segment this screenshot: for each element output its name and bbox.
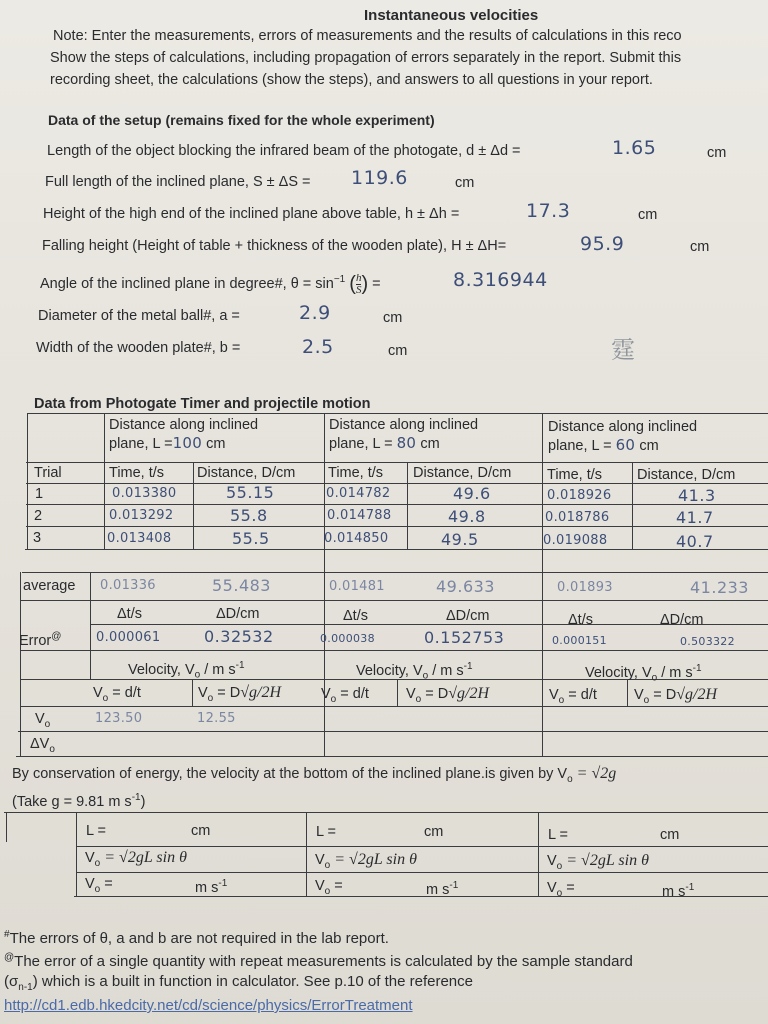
trial-number: 2: [34, 508, 43, 524]
formula-d-over-t: [93, 684, 141, 708]
conservation-text: By conservation of energy, the velocity at the bottom of the inclined plane.is given by V: [12, 766, 568, 782]
group-header-line: [109, 435, 258, 454]
bottom-formula: [85, 849, 187, 873]
bottom-l-unit: cm: [191, 823, 211, 839]
angle-label-sup: −1: [333, 274, 346, 285]
trial-1-time-g1: 0.013380: [112, 486, 177, 501]
delta-d-header: ΔD/cm: [216, 606, 260, 622]
velocity-unit: / m s: [657, 664, 693, 681]
bottom-v-sub: o: [556, 887, 563, 899]
error-label-sup: @: [51, 631, 62, 642]
vo-label-text: V: [35, 711, 45, 727]
average-dist-g1: 55.483: [212, 576, 271, 595]
trial-2-time-g3: 0.018786: [545, 510, 610, 525]
bottom-l-unit: cm: [660, 827, 680, 843]
reference-link[interactable]: http://cd1.edb.hkedcity.net/cd/science/physics/ErrorTreatment: [4, 997, 413, 1014]
group-2-L-value: 80: [396, 434, 417, 452]
table-rule: [407, 462, 408, 550]
conservation-sup: -1: [131, 792, 141, 803]
trial-header: Trial: [34, 465, 62, 481]
bottom-formula-v: V: [547, 853, 557, 869]
bottom-v-unit-sup: -1: [685, 882, 695, 893]
ball-diameter-value: 2.9: [299, 302, 331, 324]
note-line-2: Show the steps of calculations, including propagation of errors separately in the report. Submit this: [50, 50, 682, 66]
setup-heading: Data of the setup (remains fixed for the whole experiment): [48, 112, 435, 128]
bottom-v-unit-sup: -1: [218, 878, 228, 889]
group-1-header: [109, 416, 258, 454]
bottom-l-label: L =: [316, 824, 337, 840]
bottom-formula-v: V: [315, 852, 325, 868]
table-rule: [6, 812, 7, 842]
conservation-formula: = √2g: [572, 765, 617, 782]
table-rule: [16, 756, 768, 757]
formula-v: V: [321, 686, 331, 702]
falling-height-label: Falling height (Height of table + thickness of the wooden plate), H ± ΔH=: [42, 238, 507, 254]
table-rule: [538, 812, 539, 896]
trial-3-dist-g1: 55.5: [232, 529, 270, 548]
table-rule: [20, 600, 768, 601]
dvo-label-text: ΔV: [30, 736, 50, 752]
footnote-at: [4, 949, 633, 971]
velocity-unit: / m s: [428, 662, 464, 679]
photogate-heading: Data from Photogate Timer and projectile motion: [34, 396, 371, 412]
velocity-header: [128, 657, 245, 685]
formula-sqrt: √g/2H: [676, 686, 718, 703]
formula-v: V: [406, 686, 416, 702]
falling-height-value: 95.9: [580, 233, 625, 255]
time-header: Time, t/s: [328, 465, 384, 481]
formula-projectile: [634, 686, 717, 710]
plane-length-unit: cm: [455, 175, 475, 191]
angle-value: 8.316944: [453, 269, 548, 291]
error-dist-g1: 0.32532: [204, 627, 274, 646]
formula-v: V: [634, 687, 644, 703]
bottom-v-label: [315, 877, 343, 901]
group-header-line: Distance along inclined: [548, 419, 698, 435]
vo-value-g1: 123.50: [95, 711, 143, 726]
plane-height-value: 17.3: [526, 200, 571, 222]
trial-1-time-g2: 0.014782: [326, 486, 391, 501]
table-rule: [193, 462, 194, 550]
footnote-hash-text: The errors of θ, a and b are not required in the lab report.: [9, 930, 389, 947]
error-time-g3: 0.000151: [552, 634, 607, 647]
table-rule: [18, 731, 768, 732]
formula-sqrt: √g/2H: [240, 684, 282, 701]
formula-d-over-t: [549, 686, 597, 710]
trial-2-dist-g3: 41.7: [676, 508, 714, 527]
object-length-label: Length of the object blocking the infrared beam of the photogate, d ± Δd =: [47, 143, 521, 159]
trial-3-time-g3: 0.019088: [543, 533, 608, 548]
trial-3-time-g2: 0.014850: [324, 531, 389, 546]
conservation-line-2: [12, 789, 145, 811]
bottom-v-eq: =: [330, 878, 343, 894]
formula-rest: = d/t: [336, 686, 369, 702]
table-rule: [542, 413, 543, 757]
formula-rest: = D: [421, 686, 449, 702]
trial-2-time-g1: 0.013292: [109, 508, 174, 523]
plate-width-label: Width of the wooden plate#, b =: [36, 340, 241, 356]
dvo-row-label: [30, 735, 55, 759]
table-rule: [90, 572, 91, 679]
plate-width-value: 2.5: [302, 336, 334, 358]
falling-height-unit: cm: [690, 239, 710, 255]
table-rule: [26, 504, 768, 505]
error-time-g2: 0.000038: [320, 632, 375, 645]
bottom-v-sub: o: [94, 883, 101, 895]
error-label-text: Error: [19, 632, 52, 649]
formula-sub: o: [207, 692, 214, 704]
conservation-end: ): [140, 793, 146, 810]
bottom-l-label: L =: [86, 823, 107, 839]
velocity-header: [356, 658, 473, 686]
group-header-line: Distance along inclined: [329, 417, 479, 433]
distance-header: Distance, D/cm: [197, 465, 296, 481]
conservation-line-1: [12, 765, 616, 789]
footnote-hash: [4, 926, 389, 948]
angle-label: [40, 271, 381, 296]
bottom-v-eq: =: [100, 876, 113, 892]
velocity-sup: -1: [235, 660, 245, 671]
error-dist-g2: 0.152753: [424, 628, 505, 647]
formula-rest: = d/t: [108, 685, 141, 701]
trial-2-dist-g1: 55.8: [230, 506, 268, 525]
bottom-formula-rest: = √2gL sin θ: [562, 852, 649, 869]
bottom-v-eq: =: [562, 880, 575, 896]
velocity-sup: -1: [463, 661, 473, 672]
conservation-sub: o: [567, 773, 573, 785]
formula-projectile: [198, 684, 281, 708]
stamp-mark: 霆: [611, 336, 635, 364]
bottom-formula-rest: = √2gL sin θ: [100, 849, 187, 866]
bottom-v-unit: [426, 877, 458, 899]
formula-v: V: [198, 685, 208, 701]
note-line-3: recording sheet, the calculations (show the steps), and answers to all questions in your report.: [50, 72, 653, 88]
trial-3-time-g1: 0.013408: [107, 531, 172, 546]
table-rule: [20, 572, 21, 757]
table-rule: [76, 812, 77, 896]
object-length-unit: cm: [707, 145, 727, 161]
vo-row-label: [35, 710, 50, 734]
delta-t-header: Δt/s: [343, 608, 368, 624]
average-time-g3: 0.01893: [557, 580, 613, 595]
delta-d-header: ΔD/cm: [660, 612, 704, 628]
bottom-v-unit: [195, 875, 227, 897]
table-rule: [26, 462, 768, 463]
page-title: Instantaneous velocities: [364, 7, 539, 24]
trial-3-dist-g2: 49.5: [441, 530, 479, 549]
open-paren: (: [349, 272, 356, 295]
bottom-l-unit: cm: [424, 824, 444, 840]
bottom-formula-sub: o: [556, 860, 563, 872]
time-header: Time, t/s: [109, 465, 165, 481]
angle-equals: =: [372, 275, 381, 292]
table-rule: [22, 572, 768, 573]
delta-t-header: Δt/s: [568, 612, 593, 628]
angle-label-text: Angle of the inclined plane in degree#, θ = sin: [40, 275, 334, 292]
ball-diameter-unit: cm: [383, 310, 403, 326]
table-rule: [27, 413, 28, 550]
average-dist-g3: 41.233: [690, 578, 749, 597]
footnote-hash-symbol: #: [4, 929, 10, 940]
formula-rest: = d/t: [564, 687, 597, 703]
bottom-l-label: L =: [548, 827, 569, 843]
plane-length-value: 119.6: [351, 167, 408, 189]
velocity-text: Velocity, V: [356, 662, 423, 679]
velocity-sub: o: [651, 672, 658, 684]
error-time-g1: 0.000061: [96, 630, 161, 645]
group-2-header: [329, 416, 478, 454]
time-header: Time, t/s: [547, 467, 603, 483]
dvo-label-sub: o: [49, 743, 55, 755]
note-line-1: Note: Enter the measurements, errors of measurements and the results of calculations in this reco: [53, 28, 682, 44]
group-header-text: plane, L =: [329, 436, 393, 452]
error-label: [19, 628, 61, 650]
formula-sqrt: √g/2H: [448, 685, 490, 702]
group-3-L-value: 60: [615, 436, 636, 454]
bottom-formula: [547, 852, 649, 876]
bottom-formula-rest: = √2gL sin θ: [330, 851, 417, 868]
bottom-v-unit-sup: -1: [449, 880, 459, 891]
bottom-formula-sub: o: [324, 859, 331, 871]
bottom-v-unit-text: m s: [195, 879, 219, 896]
table-rule: [26, 526, 768, 527]
group-header-line: Distance along inclined: [109, 417, 259, 433]
trial-number: 3: [33, 530, 42, 546]
bottom-v-text: V: [85, 876, 95, 892]
footnote-sigma-line: [4, 973, 473, 997]
trial-2-time-g2: 0.014788: [327, 508, 392, 523]
group-header-line: [548, 437, 697, 456]
bottom-v-sub: o: [324, 885, 331, 897]
bottom-v-label: [547, 879, 575, 903]
table-rule: [25, 549, 768, 550]
average-label: average: [23, 578, 76, 594]
close-paren: ): [361, 272, 369, 295]
group-header-unit: cm: [420, 436, 440, 452]
trial-number: 1: [35, 486, 44, 502]
table-rule: [632, 462, 633, 550]
table-rule: [306, 812, 307, 896]
trial-1-time-g3: 0.018926: [547, 488, 612, 503]
bottom-formula: [315, 851, 417, 875]
sigma-rest: ) which is a built in function in calculator. See p.10 of the reference: [32, 973, 473, 990]
velocity-unit: / m s: [200, 661, 236, 678]
formula-sub: o: [330, 693, 337, 705]
trial-3-dist-g3: 40.7: [676, 532, 714, 551]
distance-header: Distance, D/cm: [637, 467, 736, 483]
table-rule: [4, 812, 768, 813]
group-header-text: plane, L =: [109, 436, 173, 452]
group-header-text: plane, L =: [548, 438, 612, 454]
trial-2-dist-g2: 49.8: [448, 507, 486, 526]
delta-d-header: ΔD/cm: [446, 608, 490, 624]
bottom-v-unit: [662, 879, 694, 901]
formula-sub: o: [558, 694, 565, 706]
plane-length-label: Full length of the inclined plane, S ± ΔS =: [45, 174, 311, 190]
formula-sub: o: [643, 694, 650, 706]
group-3-header: [548, 418, 697, 456]
bottom-v-unit-text: m s: [426, 881, 450, 898]
sigma-sub: n-1: [18, 982, 33, 993]
table-rule: [76, 846, 768, 847]
trial-1-dist-g3: 41.3: [678, 486, 716, 505]
conservation-text: (Take g = 9.81 m s: [12, 793, 132, 810]
group-1-L-value: 100: [172, 434, 203, 452]
sigma-text: (σ: [4, 973, 19, 990]
group-header-unit: cm: [206, 436, 226, 452]
bottom-formula-sub: o: [94, 857, 101, 869]
fraction-denominator: S: [355, 283, 362, 296]
plate-width-unit: cm: [388, 343, 408, 359]
delta-t-header: Δt/s: [117, 606, 142, 622]
vo-label-sub: o: [44, 718, 51, 730]
formula-sub: o: [415, 693, 422, 705]
velocity-sub: o: [422, 670, 429, 682]
trial-1-dist-g2: 49.6: [453, 484, 491, 503]
table-rule: [28, 413, 768, 414]
average-time-g1: 0.01336: [100, 578, 156, 593]
velocity-sub: o: [194, 669, 201, 681]
formula-rest: = D: [649, 687, 677, 703]
table-rule: [20, 650, 768, 651]
bottom-v-text: V: [547, 880, 557, 896]
velocity-text: Velocity, V: [585, 664, 652, 681]
bottom-formula-v: V: [85, 850, 95, 866]
velocity-text: Velocity, V: [128, 661, 195, 678]
bottom-v-unit-text: m s: [662, 883, 686, 900]
trial-1-dist-g1: 55.15: [226, 483, 275, 502]
formula-v: V: [549, 687, 559, 703]
footnote-at-symbol: @: [4, 952, 15, 963]
velocity-header: [585, 660, 702, 688]
bottom-v-label: [85, 875, 113, 899]
group-header-line: [329, 435, 478, 454]
fraction-numerator: h: [355, 271, 362, 284]
velocity-sup: -1: [692, 663, 702, 674]
formula-rest: = D: [213, 685, 241, 701]
group-header-unit: cm: [639, 438, 659, 454]
formula-d-over-t: [321, 685, 369, 709]
distance-header: Distance, D/cm: [413, 465, 512, 481]
object-length-value: 1.65: [612, 137, 657, 159]
ball-diameter-label: Diameter of the metal ball#, a =: [38, 308, 240, 324]
plane-height-unit: cm: [638, 207, 658, 223]
average-time-g2: 0.01481: [329, 579, 385, 594]
vo-projectile-value-g1: 12.55: [197, 711, 236, 726]
formula-projectile: [406, 685, 489, 709]
bottom-v-text: V: [315, 878, 325, 894]
plane-height-label: Height of the high end of the inclined plane above table, h ± Δh =: [43, 206, 460, 222]
table-rule: [104, 413, 105, 550]
formula-v: V: [93, 685, 103, 701]
formula-sub: o: [102, 692, 109, 704]
average-dist-g2: 49.633: [436, 577, 495, 596]
footnote-at-text: The error of a single quantity with repeat measurements is calculated by the sample standard: [14, 953, 633, 970]
error-dist-g3: 0.503322: [680, 635, 735, 648]
